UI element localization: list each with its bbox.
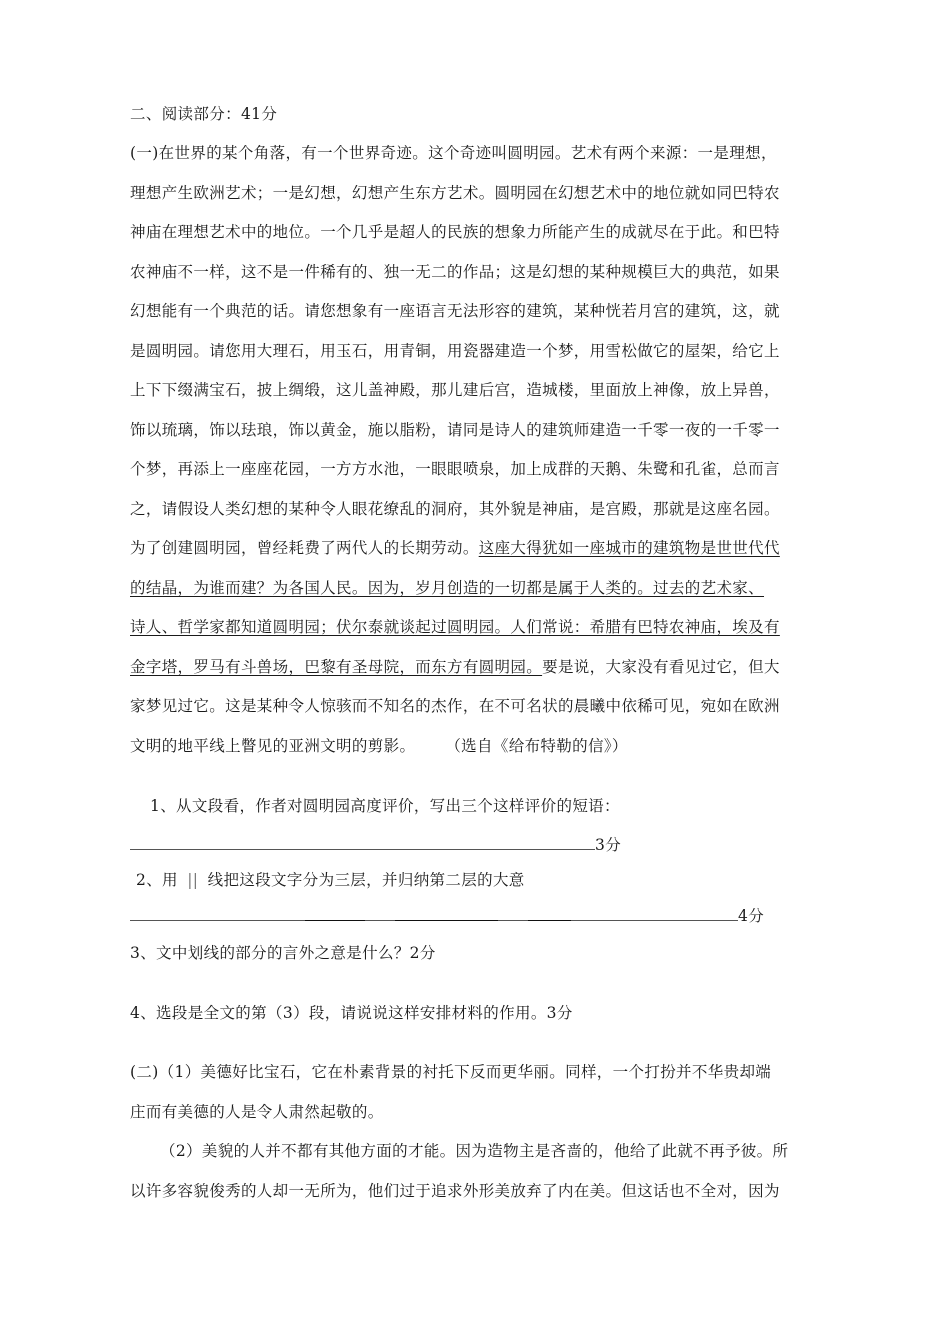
passage2-line-1: (二)（1）美德好比宝石，它在朴素背景的衬托下反而更华丽。同样，一个打扮并不华贵却端 — [130, 1063, 772, 1081]
line14-plain: 要是说，大家没有看见过它，但大 — [542, 658, 780, 676]
answer-blank[interactable] — [130, 848, 595, 850]
passage1-line-16 — [130, 736, 628, 756]
passage1-line-2: 理想产生欧洲艺术；一是幻想，幻想产生东方艺术。圆明园在幻想艺术中的地位就如同巴特农 — [130, 184, 780, 202]
question-2-text: 线把这段文字分为三层，并归纳第二层的大意 — [207, 871, 525, 889]
line16-text: 文明的地平线上瞥见的亚洲文明的剪影。 — [130, 737, 416, 755]
underlined-text: 这座大得犹如一座城市的建筑物是世世代代 — [478, 539, 780, 557]
underlined-text: 诗人、哲学家都知道圆明园；伏尔泰就谈起过圆明园。人们常说：希腊有巴特农神庙，埃及有 — [130, 618, 780, 636]
passage1-line-12 — [130, 578, 764, 598]
underlined-text: 的结晶，为谁而建？为各国人民。因为，岁月创造的一切都是属于人类的。过去的艺术家、 — [130, 579, 765, 597]
question-1-score: 3分 — [595, 836, 622, 854]
question-1: 1、从文段看，作者对圆明园高度评价，写出三个这样评价的短语： — [150, 797, 620, 815]
question-1-answer-line — [130, 835, 621, 855]
passage1-line-8: 饰以琉璃，饰以珐琅，饰以黄金，施以脂粉，请同是诗人的建筑师建造一千零一夜的一千零一 — [130, 421, 780, 439]
passage1-line-7: 上下下缀满宝石，披上绸缎，这儿盖神殿，那儿建后宫，造城楼，里面放上神像，放上异兽， — [130, 381, 780, 399]
passage1-line-1: (一)在世界的某个角落，有一个世界奇迹。这个奇迹叫圆明园。艺术有两个来源：一是理想， — [130, 144, 777, 162]
passage2-line-3: （2）美貌的人并不都有其他方面的才能。因为造物主是吝啬的，他给了此就不再予彼。所 — [160, 1142, 789, 1160]
passage1-line-10: 之，请假设人类幻想的某种令人眼花缭乱的洞府，其外貌是神庙，是宫殿，那就是这座名园。 — [130, 500, 780, 518]
passage1-line-14 — [130, 657, 780, 677]
source-citation: （选自《给布特勒的信》） — [445, 737, 628, 755]
question-3: 3、文中划线的部分的言外之意是什么？2分 — [130, 944, 436, 962]
answer-blank[interactable] — [395, 919, 498, 921]
answer-blank[interactable] — [571, 919, 738, 921]
answer-blank[interactable] — [498, 919, 528, 921]
passage2-line-4: 以许多容貌俊秀的人却一无所为，他们过于追求外形美放弃了内在美。但这话也不全对，因为 — [130, 1182, 780, 1200]
answer-blank[interactable] — [130, 919, 305, 921]
line11-plain: 为了创建圆明园，曾经耗费了两代人的长期劳动。 — [130, 539, 479, 557]
question-2-score: 4分 — [738, 907, 765, 925]
question-4: 4、选段是全文的第（3）段，请说说这样安排材料的作用。3分 — [130, 1004, 573, 1022]
passage1-line-15: 家梦见过它。这是某种令人惊骇而不知名的杰作，在不可名状的晨曦中依稀可见，宛如在欧洲 — [130, 697, 780, 715]
passage1-line-13 — [130, 617, 780, 637]
passage1-line-11 — [130, 538, 780, 558]
passage1-line-6: 是圆明园。请您用大理石，用玉石，用青铜，用瓷器建造一个梦，用雪松做它的屋架，给它上 — [130, 342, 780, 360]
passage1-line-5: 幻想能有一个典范的话。请您想象有一座语言无法形容的建筑，某种恍若月宫的建筑，这，就 — [130, 302, 780, 320]
underlined-text: 金字塔，罗马有斗兽场，巴黎有圣母院，而东方有圆明园。 — [130, 658, 543, 676]
answer-blank[interactable] — [365, 919, 395, 921]
passage1-line-9: 个梦，再添上一座座花园，一方方水池，一眼眼喷泉，加上成群的天鹅、朱鹭和孔雀，总而言 — [130, 460, 780, 478]
question-2-prefix: 2、用 — [136, 871, 178, 889]
divider-mark: || — [187, 871, 199, 889]
question-2-answer-line — [130, 906, 764, 926]
answer-blank[interactable] — [528, 919, 571, 921]
passage2-line-2: 庄而有美德的人是令人肃然起敬的。 — [130, 1103, 384, 1121]
question-2 — [136, 870, 525, 890]
passage1-line-3: 神庙在理想艺术中的地位。一个几乎是超人的民族的想象力所能产生的成就尽在于此。和巴特 — [130, 223, 780, 241]
section-title: 二、阅读部分：41分 — [130, 105, 278, 123]
passage1-line-4: 农神庙不一样，这不是一件稀有的、独一无二的作品；这是幻想的某种规模巨大的典范，如果 — [130, 263, 780, 281]
answer-blank[interactable] — [305, 919, 365, 921]
